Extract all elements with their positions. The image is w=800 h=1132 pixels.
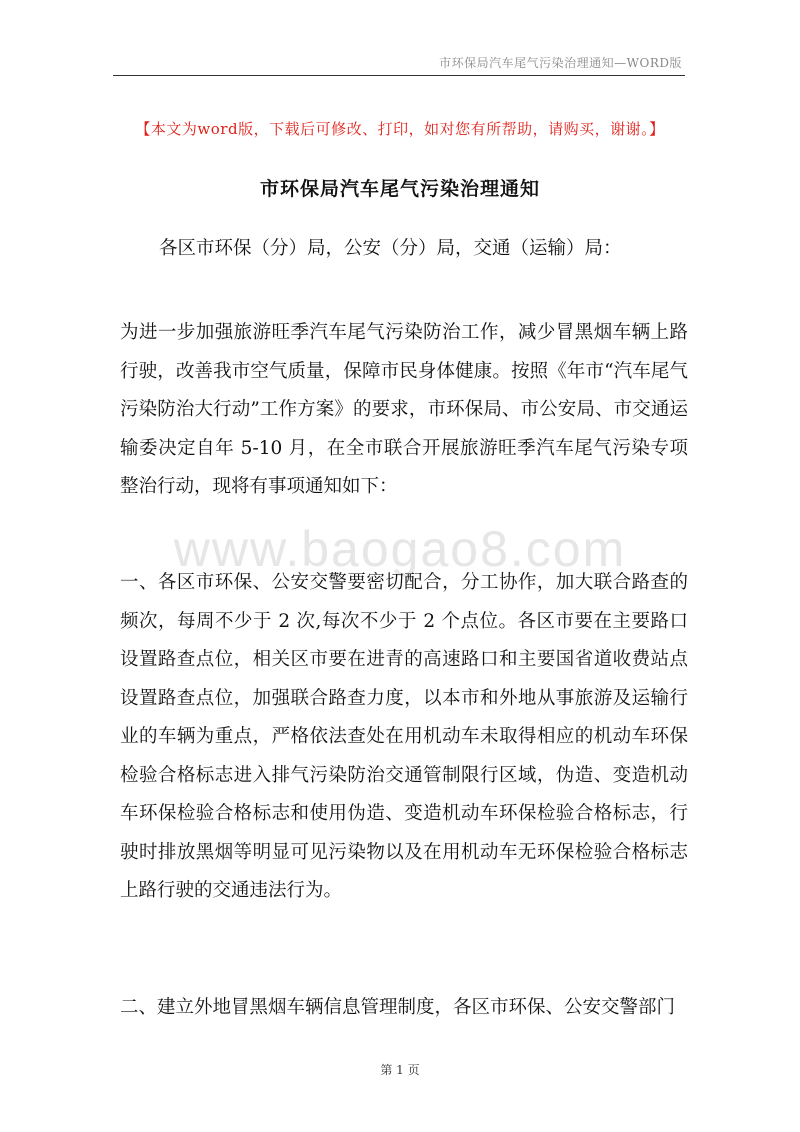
salutation: 各区市环保（分）局，公安（分）局，交通（运输）局： <box>159 238 622 259</box>
watermark: www.baogao8.com <box>173 521 627 577</box>
running-header: 市环保局汽车尾气污染治理通知—WORD版 <box>439 56 682 70</box>
paragraph-intro: 为进一步加强旅游旺季汽车尾气污染防治工作，减少冒黑烟车辆上路行驶，改善我市空气质量，保障市民身体健康。按照《年市“汽车尾气污染防治大行动”工作方案》的要求，市环保局、市公安局、市交通运输委决定自年 5-10 月，在全市联合开展旅游旺季汽车尾气污染专项整治行动，现将有事项通知如下： <box>120 322 688 497</box>
header-divider <box>113 75 685 76</box>
page-number: 第 1 页 <box>380 1063 420 1077</box>
paragraph-item-1: 一、各区市环保、公安交警要密切配合，分工协作，加大联合路查的频次，每周不少于 2 次,每次不少于 2 个点位。各区市要在主要路口设置路查点位，相关区市要在进青的高速路口和主要国省道收费站点设置路查点位，加强联合路查力度，以本市和外地从事旅游及运输行业的车辆为重点，严格依法查处在用机动车未取得相应的机动车环保检验合格标志进入排气污染防治交通管制限行区域，伪造、变造机动车环保检验合格标志和使用伪造、变造机动车环保检验合格标志，行驶时排放黑烟等明显可见污染物以及在用机动车无环保检验合格标志上路行驶的交通违法行为。 <box>120 572 688 901</box>
document-title: 市环保局汽车尾气污染治理通知 <box>259 178 540 200</box>
paragraph-item-2: 二、建立外地冒黑烟车辆信息管理制度，各区市环保、公安交警部门 <box>120 997 676 1018</box>
purchase-notice: 【本文为word版，下载后可修改、打印，如对您有所帮助，请购买，谢谢。】 <box>135 120 665 138</box>
